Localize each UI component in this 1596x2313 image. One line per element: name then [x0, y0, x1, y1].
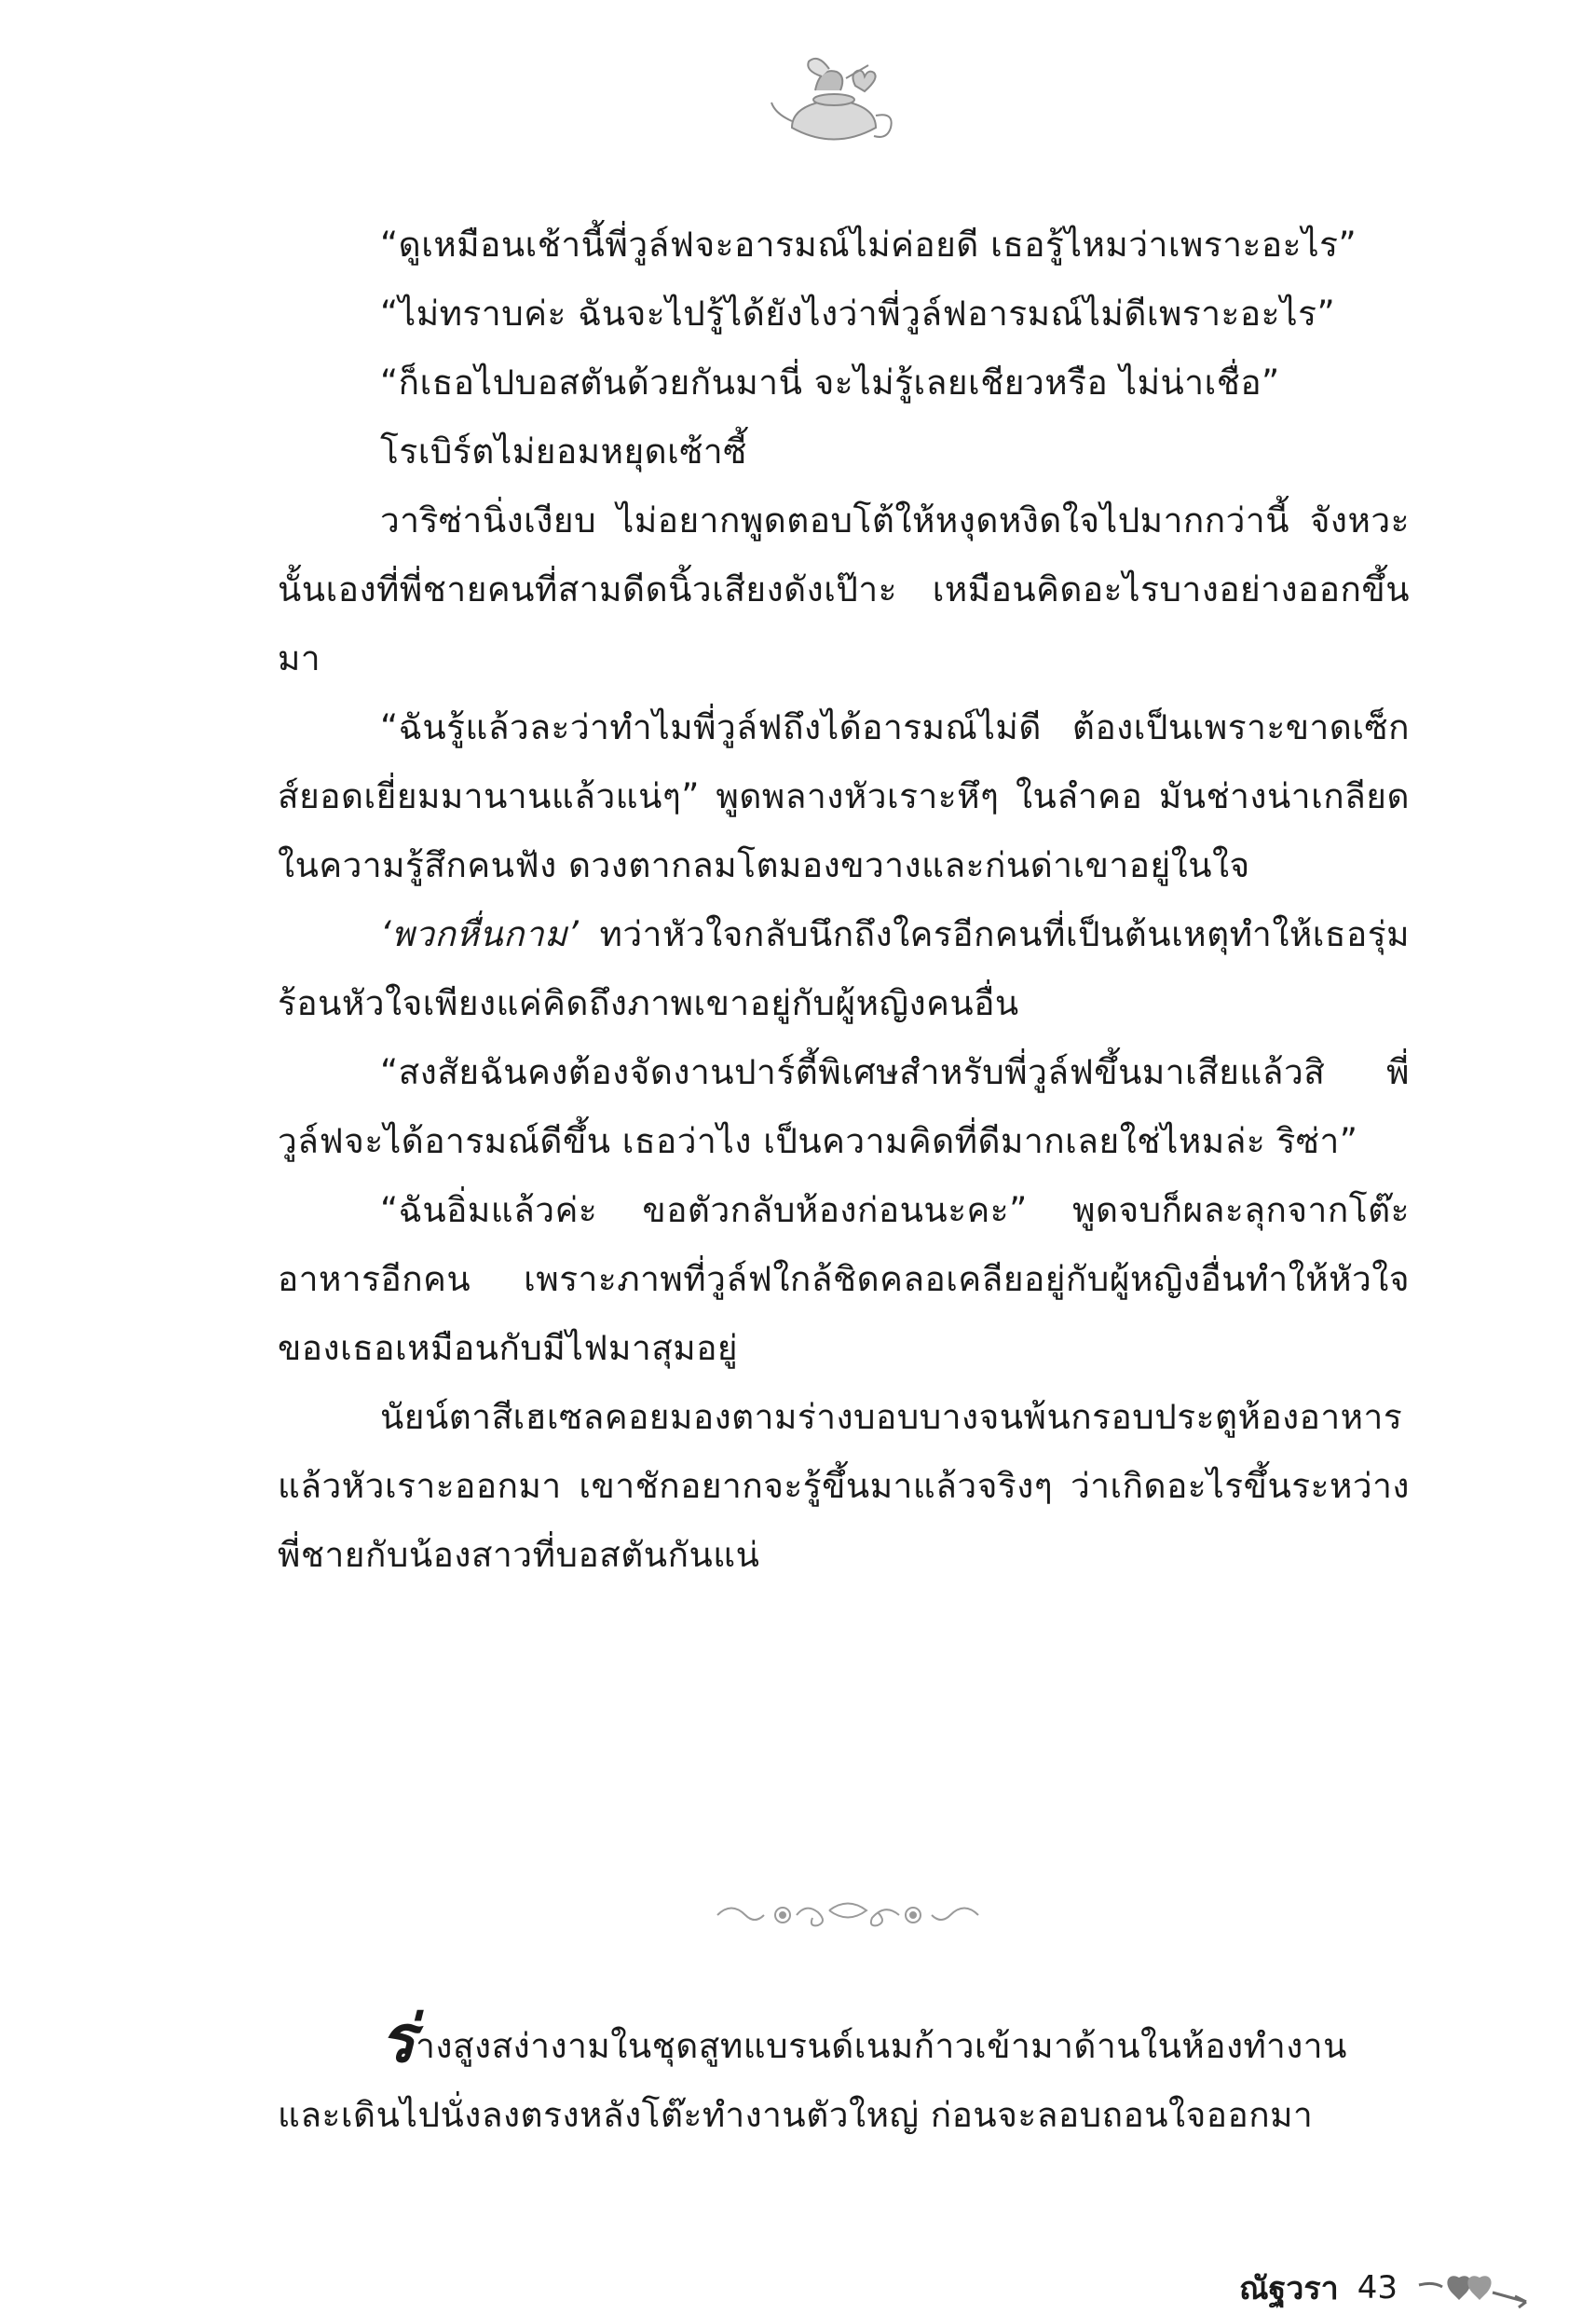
author-name: ณัฐวรา [1239, 2270, 1339, 2307]
section-divider-flourish-icon [708, 1892, 988, 1938]
drop-cap: ร่ [380, 2001, 416, 2077]
paragraph: “ฉันอิ่มแล้วค่ะ ขอตัวกลับห้องก่อนนะคะ” พูดจบก็ผละลุกจากโต๊ะอาหารอีกคน เพราะภาพที่วูล์ฟใกล้ชิดคลอเคลียอยู่กับผู้หญิงอื่นทำให้หัวใจของเธอเหมือนกับมีไฟมาสุมอยู่ [278, 1190, 1410, 1368]
teapot-cupid-ornament-icon [764, 48, 904, 160]
page-footer [1239, 2265, 1545, 2311]
paragraph: นัยน์ตาสีเฮเซลคอยมองตามร่างบอบบางจนพ้นกรอบประตูห้องอาหาร แล้วหัวเราะออกมา เขาชักอยากจะรู้ขึ้นมาแล้วจริงๆ ว่าเกิดอะไรขึ้นระหว่างพี่ชายกับน้องสาวที่บอสตันกันแน่ [278, 1397, 1410, 1575]
paragraph: โรเบิร์ตไม่ยอมหยุดเซ้าซี้ [380, 431, 747, 472]
paragraph-text: ทว่าหัวใจกลับนึกถึงใครอีกคนที่เป็นต้นเหตุทำให้เธอรุ่มร้อนหัวใจเพียงแค่คิดถึงภาพเขาอยู่กับผู้หญิงคนอื่น [278, 914, 1410, 1023]
paragraph: “ก็เธอไปบอสตันด้วยกันมานี่ จะไม่รู้เลยเชียวหรือ ไม่น่าเชื่อ” [380, 363, 1280, 403]
paragraph-text: างสูงสง่างามในชุดสูทแบรนด์เนมก้าวเข้ามาด้านในห้องทำงานและเดินไปนั่งลงตรงหลังโต๊ะทำงานตัวใหญ่ ก่อนจะลอบถอนใจออกมา [278, 2026, 1347, 2135]
hearts-arrow-icon [1414, 2265, 1545, 2311]
paragraph [278, 900, 1410, 1038]
paragraph: “ดูเหมือนเช้านี้พี่วูล์ฟจะอารมณ์ไม่ค่อยดี เธอรู้ไหมว่าเพราะอะไร” [380, 225, 1357, 265]
body-text-top [278, 211, 1410, 1590]
paragraph: “ไม่ทราบค่ะ ฉันจะไปรู้ได้ยังไงว่าพี่วูล์ฟอารมณ์ไม่ดีเพราะอะไร” [380, 294, 1336, 334]
paragraph: “สงสัยฉันคงต้องจัดงานปาร์ตี้พิเศษสำหรับพี่วูล์ฟขึ้นมาเสียแล้วสิ พี่วูล์ฟจะได้อารมณ์ดีขึ้น เธอว่าไง เป็นความคิดที่ดีมากเลยใช่ไหมล่ะ ริซ่า” [278, 1052, 1410, 1161]
italic-thought: ‘พวกหื่นกาม’ [380, 914, 580, 954]
paragraph [278, 2001, 1410, 2150]
paragraph: วาริซ่านิ่งเงียบ ไม่อยากพูดตอบโต้ให้หงุดหงิดใจไปมากกว่านี้ จังหวะนั้นเองที่พี่ชายคนที่สามดีดนิ้วเสียงดังเป๊าะ เหมือนคิดอะไรบางอย่างออกขึ้นมา [278, 500, 1410, 678]
page-number: 43 [1357, 2269, 1398, 2306]
paragraph: “ฉันรู้แล้วละว่าทำไมพี่วูล์ฟถึงได้อารมณ์ไม่ดี ต้องเป็นเพราะขาดเซ็กส์ยอดเยี่ยมมานานแล้วแน่ๆ” พูดพลางหัวเราะหึๆ ในลำคอ มันช่างน่าเกลียดในความรู้สึกคนฟัง ดวงตากลมโตมองขวางและก่นด่าเขาอยู่ในใจ [278, 707, 1410, 885]
body-text-bottom [278, 2001, 1410, 2150]
